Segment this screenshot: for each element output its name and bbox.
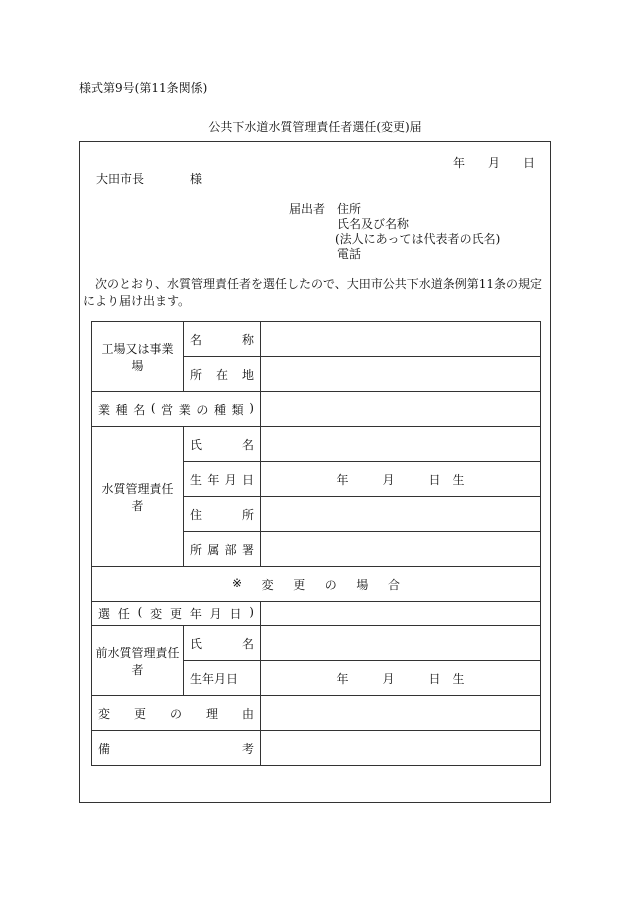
prev-name-field[interactable] (261, 626, 541, 661)
applicant-label: 届出者 (289, 202, 326, 216)
prev-manager-label: 前水質管理責任者 (92, 626, 184, 696)
prev-birth-year-unit: 年 (336, 671, 349, 686)
label-char: 理 (205, 706, 218, 721)
label-spread (190, 541, 254, 558)
manager-birth-field[interactable] (261, 462, 541, 497)
label-char: 属 (207, 542, 220, 557)
label-spread (190, 331, 254, 348)
form-title: 公共下水道水質管理責任者選任(変更)届 (208, 120, 422, 134)
prev-birth-day-unit: 日 (428, 671, 441, 686)
label-spread (190, 366, 254, 383)
label-spread (190, 436, 254, 453)
label-char: ) (249, 400, 254, 415)
label-char: 営 (161, 402, 174, 417)
label-char: 業 (178, 402, 191, 417)
remarks-label (92, 731, 261, 766)
label-char: 名 (190, 332, 203, 347)
label-char: 月 (224, 472, 237, 487)
label-char: 名 (241, 437, 254, 452)
birth-day-unit: 日 (428, 472, 441, 487)
label-char: 業 (98, 402, 111, 417)
label-char: 名 (133, 402, 146, 417)
label-spread (98, 705, 254, 722)
label-char: 所 (190, 367, 203, 382)
label-char: 日 (241, 472, 254, 487)
label-char: 名 (241, 636, 254, 651)
label-char: 変 (150, 607, 163, 621)
factory-location-label (184, 357, 261, 392)
date-month-label: 月 (488, 156, 501, 170)
label-spread (98, 740, 254, 757)
date-year-label: 年 (453, 156, 466, 170)
applicant-phone-label: 電話 (337, 247, 362, 261)
table-row (92, 626, 541, 661)
label-spread (98, 401, 254, 418)
label-char: 日 (229, 607, 242, 621)
reason-label (92, 696, 261, 731)
label-char: 変 (261, 577, 274, 592)
label-char: 種 (214, 402, 227, 417)
appoint-date-field[interactable] (261, 602, 541, 626)
applicant-corp-note: (法人にあっては代表者の氏名) (335, 232, 501, 246)
label-char: 年 (207, 472, 220, 487)
label-char: 年 (189, 607, 202, 621)
manager-address-field[interactable] (261, 497, 541, 532)
label-char: 更 (293, 577, 306, 592)
label-char: 場 (356, 577, 369, 592)
table-row (92, 696, 541, 731)
factory-name-field[interactable] (261, 322, 541, 357)
table-row (92, 322, 541, 357)
label-char: 更 (133, 706, 146, 721)
prev-birth-label-text: 生年月日 (190, 671, 239, 686)
form-number: 様式第9号(第11条関係) (79, 81, 208, 95)
label-char: 更 (169, 607, 182, 621)
label-char: ) (249, 605, 254, 619)
table-row (92, 567, 541, 602)
label-char: 氏 (190, 636, 203, 651)
manager-birth-label (184, 462, 261, 497)
change-heading (92, 567, 541, 602)
birth-month-unit: 月 (382, 472, 395, 487)
label-char: ( (150, 400, 156, 415)
label-char: 在 (215, 367, 228, 382)
label-char: 地 (241, 367, 254, 382)
label-spread (190, 506, 254, 523)
label-char: 生 (190, 472, 203, 487)
label-char: の (324, 577, 337, 592)
manager-address-label (184, 497, 261, 532)
factory-name-label (184, 322, 261, 357)
label-char: 類 (231, 402, 244, 417)
label-spread (98, 605, 254, 622)
label-spread (98, 576, 534, 593)
label-char: 備 (98, 741, 111, 756)
notification-table (91, 321, 541, 766)
label-char: 氏 (190, 437, 203, 452)
label-char: 変 (98, 706, 111, 721)
prev-birth-label (184, 661, 261, 696)
label-char: 住 (190, 507, 203, 522)
manager-name-label (184, 427, 261, 462)
applicant-address-label: 住所 (337, 202, 362, 216)
appoint-date-label (92, 602, 261, 626)
label-char: 選 (98, 607, 111, 621)
label-char: 称 (241, 332, 254, 347)
manager-dept-field[interactable] (261, 532, 541, 567)
table-row (92, 602, 541, 626)
birth-suffix: 生 (452, 472, 465, 487)
date-day-label: 日 (523, 156, 536, 170)
label-char: 所 (241, 507, 254, 522)
factory-label: 工場又は事業場 (92, 322, 184, 392)
manager-dept-label (184, 532, 261, 567)
business-type-label (92, 392, 261, 427)
label-char: 署 (241, 542, 254, 557)
label-char: の (169, 706, 182, 721)
manager-label: 水質管理責任者 (92, 427, 184, 567)
prev-birth-suffix: 生 (452, 671, 465, 686)
label-char: 任 (117, 607, 130, 621)
label-spread (190, 471, 254, 488)
table-row (92, 731, 541, 766)
label-char: ※ (232, 575, 243, 590)
label-char: 合 (387, 577, 400, 592)
label-char: 考 (241, 741, 254, 756)
addressee-name: 大田市長 (96, 172, 145, 186)
prev-birth-month-unit: 月 (382, 671, 395, 686)
manager-name-field[interactable] (261, 427, 541, 462)
addressee-honorific: 様 (190, 172, 203, 186)
label-char: ( (137, 605, 143, 619)
remarks-field[interactable] (261, 731, 541, 766)
label-char: 種 (115, 402, 128, 417)
prev-birth-date-units (267, 670, 534, 687)
table-row (92, 427, 541, 462)
applicant-name-label: 氏名及び名称 (337, 217, 410, 231)
label-char: 由 (241, 706, 254, 721)
prev-name-label (184, 626, 261, 661)
label-spread (190, 635, 254, 652)
notification-statement: 次のとおり、水質管理責任者を選任したので、大田市公共下水道条例第11条の規定により届け出ます。 (83, 277, 543, 308)
birth-year-unit: 年 (336, 472, 349, 487)
label-char: の (196, 402, 209, 417)
birth-date-units (267, 471, 534, 488)
prev-birth-field[interactable] (261, 661, 541, 696)
label-char: 月 (209, 607, 222, 621)
table-row (92, 392, 541, 427)
business-type-field[interactable] (261, 392, 541, 427)
reason-field[interactable] (261, 696, 541, 731)
label-char: 所 (190, 542, 203, 557)
label-char: 部 (224, 542, 237, 557)
factory-location-field[interactable] (261, 357, 541, 392)
